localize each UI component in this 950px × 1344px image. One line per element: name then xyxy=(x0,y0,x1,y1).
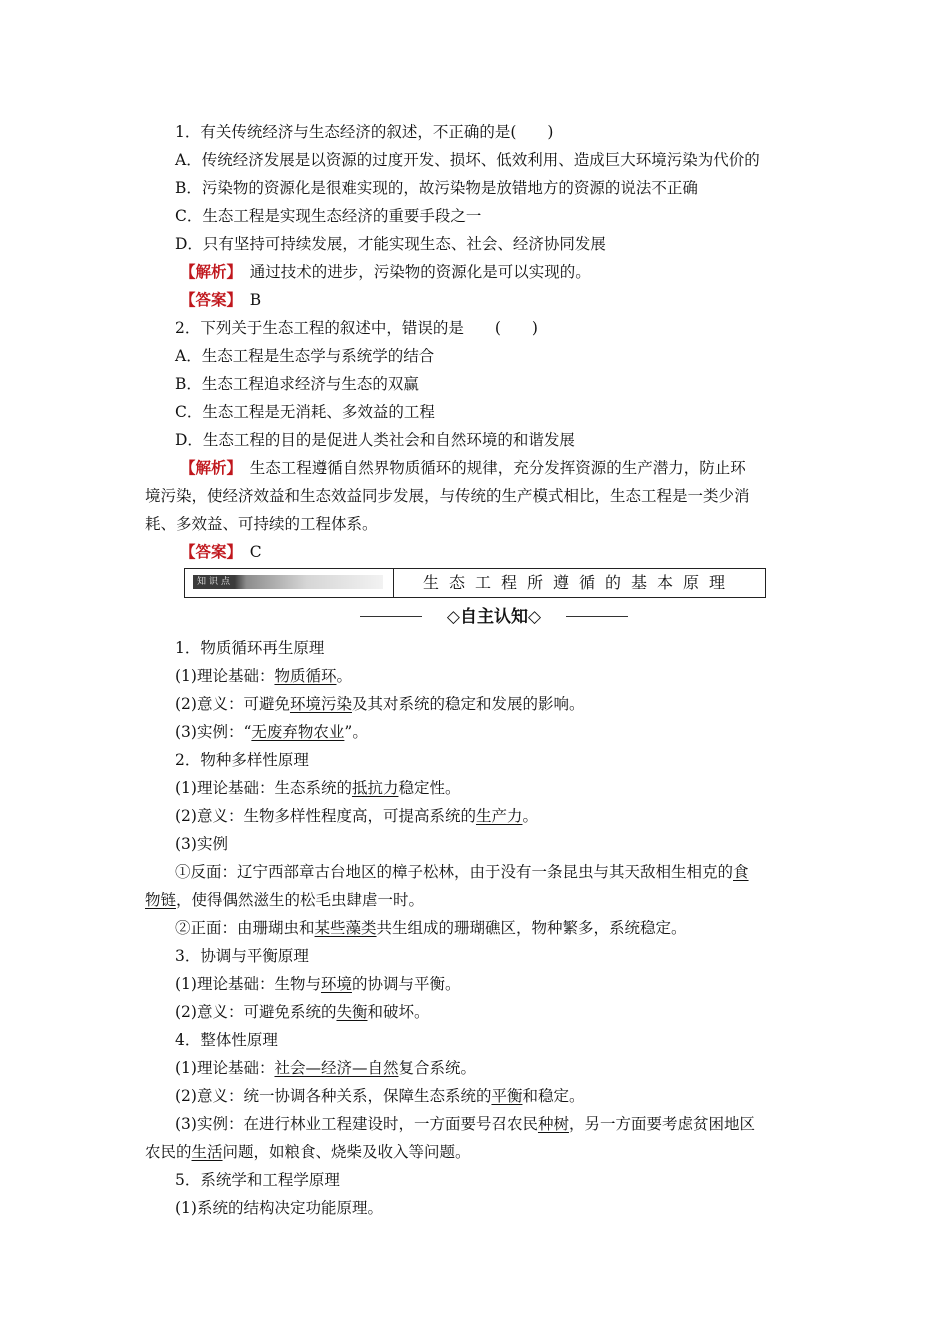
question-1-option-c: C．生态工程是实现生态经济的重要手段之一 xyxy=(175,207,482,225)
answer-text: C xyxy=(234,543,262,561)
principle-2-example-heading: (3)实例 xyxy=(175,835,228,853)
question-2-option-b: B．生态工程追求经济与生态的双赢 xyxy=(175,375,419,393)
blank-answer: 食 xyxy=(733,863,749,881)
blank-answer: 种树 xyxy=(537,1115,569,1133)
principle-4-example-cont: 农民的生活问题，如粮食、烧柴及收入等问题。 xyxy=(145,1143,471,1161)
principle-5-item-1: (1)系统的结构决定功能原理。 xyxy=(175,1199,383,1217)
analysis-text: 通过技术的进步，污染物的资源化是可以实现的。 xyxy=(234,263,591,281)
blank-answer: 社会—经济—自然 xyxy=(274,1059,399,1077)
analysis-text: 生态工程遵循自然界物质循环的规律，充分发挥资源的生产潜力，防止环 xyxy=(234,459,746,477)
knowledge-point-badge xyxy=(193,575,383,589)
blank-answer: 无废弃物农业 xyxy=(251,723,345,741)
blank-answer: 抵抗力 xyxy=(351,779,399,797)
principle-4-example: (3)实例：在进行林业工程建设时，一方面要号召农民种树，另一方面要考虑贫困地区 xyxy=(175,1115,755,1133)
question-2-analysis-line-1 xyxy=(180,458,746,478)
blank-answer: 失衡 xyxy=(336,1003,368,1021)
heading-text: ◇自主认知◇ xyxy=(446,607,542,627)
question-2-option-c: C．生态工程是无消耗、多效益的工程 xyxy=(175,403,435,421)
question-1-option-d: D．只有坚持可持续发展，才能实现生态、社会、经济协同发展 xyxy=(175,235,606,253)
section-header-box xyxy=(184,568,766,598)
self-study-heading xyxy=(360,605,628,629)
principle-4-meaning: (2)意义：统一协调各种关系，保障生态系统的平衡和稳定。 xyxy=(175,1087,585,1105)
analysis-tag: 【解析】 xyxy=(180,458,235,477)
principle-2-negative-example-cont: 物链，使得偶然滋生的松毛虫肆虐一时。 xyxy=(145,891,425,909)
principle-3-title: 3．协调与平衡原理 xyxy=(175,947,309,965)
question-2-answer xyxy=(180,542,262,562)
principle-4-basis: (1)理论基础：社会—经济—自然复合系统。 xyxy=(175,1059,476,1077)
principle-1-meaning: (2)意义：可避免环境污染及其对系统的稳定和发展的影响。 xyxy=(175,695,585,713)
principle-1-example: (3)实例：“无废弃物农业”。 xyxy=(175,723,368,741)
heading-rule-right xyxy=(566,616,628,617)
blank-answer: 物质循环 xyxy=(274,667,337,685)
principle-2-title: 2．物种多样性原理 xyxy=(175,751,309,769)
question-1-stem: 1．有关传统经济与生态经济的叙述，不正确的是( ) xyxy=(175,123,554,141)
question-2-option-d: D．生态工程的目的是促进人类社会和自然环境的和谐发展 xyxy=(175,431,575,449)
heading-rule-left xyxy=(360,616,422,617)
blank-answer: 物链 xyxy=(145,891,177,909)
question-1-option-b: B．污染物的资源化是很难实现的，故污染物是放错地方的资源的说法不正确 xyxy=(175,179,698,197)
answer-text: B xyxy=(234,291,262,309)
principle-1-title: 1．物质循环再生原理 xyxy=(175,639,325,657)
question-1-option-a: A．传统经济发展是以资源的过度开发、损坏、低效利用、造成巨大环境污染为代价的 xyxy=(175,151,760,169)
question-2-option-a: A．生态工程是生态学与系统学的结合 xyxy=(175,347,435,365)
blank-answer: 生产力 xyxy=(475,807,523,825)
answer-tag: 【答案】 xyxy=(180,542,235,561)
principle-4-title: 4．整体性原理 xyxy=(175,1031,278,1049)
analysis-tag: 【解析】 xyxy=(180,262,235,281)
question-1-answer xyxy=(180,290,261,310)
principle-2-meaning: (2)意义：生物多样性程度高，可提高系统的生产力。 xyxy=(175,807,538,825)
principle-2-negative-example: ①反面：辽宁西部章古台地区的樟子松林，由于没有一条昆虫与其天敌相生相克的食 xyxy=(175,863,749,881)
question-2-stem: 2．下列关于生态工程的叙述中，错误的是 ( ) xyxy=(175,319,538,337)
principle-3-meaning: (2)意义：可避免系统的失衡和破坏。 xyxy=(175,1003,430,1021)
principle-1-basis: (1)理论基础：物质循环。 xyxy=(175,667,352,685)
question-2-analysis-line-3: 耗、多效益、可持续的工程体系。 xyxy=(145,515,378,533)
question-1-analysis xyxy=(180,262,591,282)
principle-5-title: 5．系统学和工程学原理 xyxy=(175,1171,340,1189)
blank-answer: 环境污染 xyxy=(289,695,352,713)
answer-tag: 【答案】 xyxy=(180,290,235,309)
principle-2-positive-example: ②正面：由珊瑚虫和某些藻类共生组成的珊瑚礁区，物种繁多，系统稳定。 xyxy=(175,919,687,937)
section-title: 生态工程所遵循的基本原理 xyxy=(422,573,735,592)
badge-label: 知识点 xyxy=(197,577,234,587)
blank-answer: 生活 xyxy=(191,1143,223,1161)
principle-3-basis: (1)理论基础：生物与环境的协调与平衡。 xyxy=(175,975,461,993)
question-2-analysis-line-2: 境污染，使经济效益和生态效益同步发展，与传统的生产模式相比，生态工程是一类少消 xyxy=(145,487,750,505)
blank-answer: 某些藻类 xyxy=(314,919,377,937)
blank-answer: 平衡 xyxy=(491,1087,523,1105)
principle-2-basis: (1)理论基础：生态系统的抵抗力稳定性。 xyxy=(175,779,461,797)
blank-answer: 环境 xyxy=(320,975,352,993)
section-badge-cell xyxy=(185,569,394,597)
